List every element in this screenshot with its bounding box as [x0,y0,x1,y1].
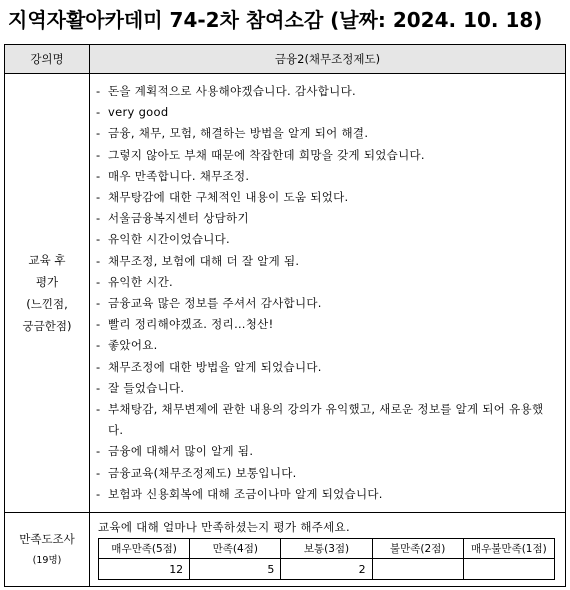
feedback-item [96,272,557,293]
bullet-dash: - [96,402,101,417]
bullet-dash: - [96,486,101,501]
feedback-row [5,74,566,513]
survey-content-cell [90,513,566,587]
feedback-item-text: 잘 들었습니다. [108,380,185,395]
bullet-dash: - [96,168,101,183]
feedback-item-text: 유익한 시간. [108,274,173,289]
feedback-table [4,44,566,587]
bullet-dash: - [96,338,101,353]
score-column-header: 매우만족(5점) [99,539,190,559]
feedback-item [96,166,557,187]
score-column-header: 보통(3점) [281,539,372,559]
feedback-item-text: 금융교육 많은 정보를 주셔서 감사합니다. [108,296,322,311]
feedback-item [96,378,557,399]
feedback-item [96,81,557,102]
feedback-item [96,335,557,356]
feedback-item [96,145,557,166]
score-value: 12 [99,559,190,580]
feedback-item [96,399,557,441]
lecture-name-header: 강의명 [5,45,90,74]
bullet-dash: - [96,465,101,480]
bullet-dash: - [96,317,101,332]
feedback-item [96,187,557,208]
score-column-header: 만족(4점) [190,539,281,559]
feedback-item-text: 채무조정, 보험에 대해 더 잘 알게 됨. [108,253,300,268]
feedback-item-text: 빨리 정리해야겠죠. 정리…청산! [108,317,274,332]
lecture-name-value: 금융2(채무조정제도) [90,45,566,74]
bullet-dash: - [96,296,101,311]
bullet-dash: - [96,147,101,162]
feedback-item [96,441,557,462]
score-value-row [99,559,555,580]
bullet-dash: - [96,126,101,141]
feedback-label-line: 교육 후 [28,253,66,268]
feedback-item-text: 채무조정에 대한 방법을 알게 되었습니다. [108,359,322,374]
feedback-list-cell [90,74,566,513]
feedback-item [96,357,557,378]
feedback-item-text: 좋았어요. [108,338,158,353]
bullet-dash: - [96,190,101,205]
bullet-dash: - [96,105,101,120]
feedback-item [96,484,557,505]
feedback-item [96,314,557,335]
feedback-label-line: (느낀점, [26,297,68,312]
feedback-item-text: 매우 만족합니다. 채무조정. [108,168,250,183]
feedback-item-text: 금융교육(채무조정제도) 보통입니다. [108,465,297,480]
feedback-label-line: 평가 [35,275,59,290]
feedback-item [96,123,557,144]
score-value [463,559,554,580]
table-header-row [5,45,566,74]
feedback-list [90,74,565,512]
score-value: 5 [190,559,281,580]
survey-question: 교육에 대해 얼마나 만족하셨는지 평가 해주세요. [98,520,350,535]
bullet-dash: - [96,232,101,247]
bullet-dash: - [96,274,101,289]
page-title: 지역자활아카데미 74-2차 참여소감 (날짜: 2024. 10. 18) [8,8,543,32]
feedback-item [96,463,557,484]
bullet-dash: - [96,253,101,268]
feedback-item-text: 유익한 시간이었습니다. [108,232,230,247]
feedback-item-text: 돈을 계획적으로 사용해야겠습니다. 감사합니다. [108,84,356,98]
feedback-item [96,251,557,272]
score-value: 2 [281,559,372,580]
score-column-header: 매우불만족(1점) [463,539,554,559]
feedback-item-text: 채무탕감에 대한 구체적인 내용이 도움 되었다. [108,190,349,205]
feedback-item-text: 보험과 신용회복에 대해 조금이나마 알게 되었습니다. [108,486,383,501]
score-table [98,538,555,580]
bullet-dash: - [96,380,101,395]
feedback-item [96,102,557,123]
bullet-dash: - [96,211,101,226]
feedback-item [96,229,557,250]
feedback-item [96,293,557,314]
score-column-header: 불만족(2점) [372,539,463,559]
score-header-row [99,539,555,559]
bullet-dash: - [96,444,101,459]
score-value [372,559,463,580]
feedback-item [96,208,557,229]
bullet-dash: - [96,359,101,374]
survey-label-cell [5,513,90,587]
feedback-label-line: 궁금한점) [22,319,72,334]
survey-label: 만족도조사 [19,531,75,546]
feedback-item-text: 서울금융복지센터 상담하기 [108,211,249,226]
bullet-dash: - [96,84,101,98]
feedback-item-text: 그렇지 않아도 부채 때문에 착잡한데 희망을 갖게 되었습니다. [108,147,425,162]
survey-row [5,513,566,587]
feedback-item-text: 부채탕감, 채무변제에 관한 내용의 강의가 유익했고, 새로운 정보를 알게 되어 유용했다. [108,402,544,438]
feedback-item-text: 금융에 대해서 많이 알게 됨. [108,444,254,459]
feedback-item-text: 금융, 채무, 모험, 해결하는 방법을 알게 되어 해결. [108,126,369,141]
survey-count: (19명) [32,554,62,566]
feedback-item-text: very good [108,105,169,120]
feedback-label-cell [5,74,90,513]
